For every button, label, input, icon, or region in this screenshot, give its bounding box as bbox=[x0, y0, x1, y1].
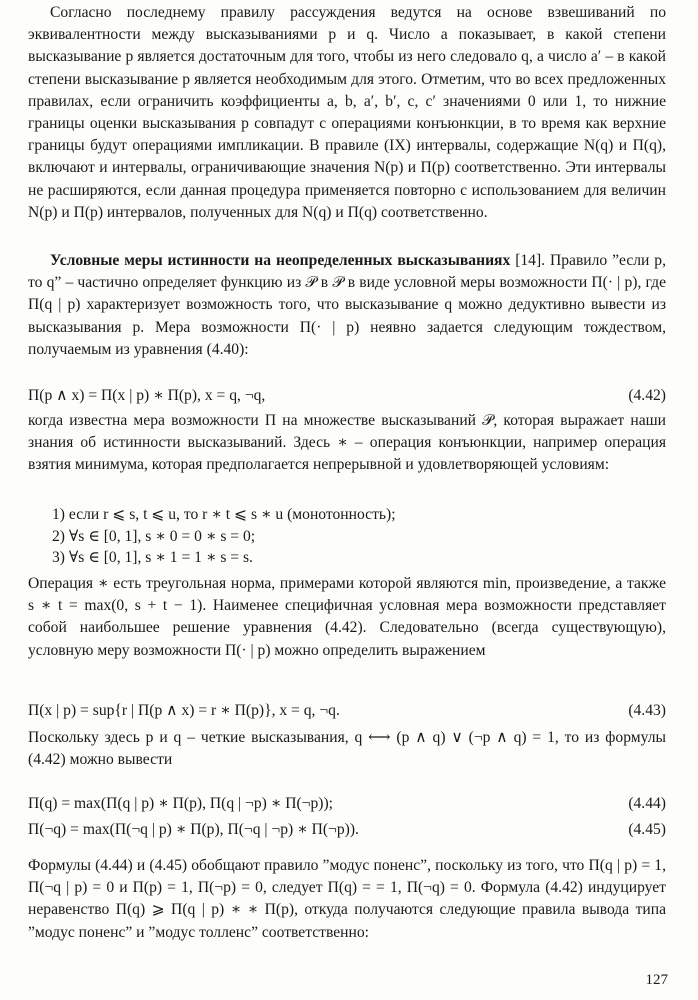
equation-4-45-number: (4.45) bbox=[628, 821, 666, 838]
equation-4-42-number: (4.42) bbox=[628, 387, 666, 404]
paragraph-4 bbox=[28, 573, 666, 662]
equation-4-43 bbox=[28, 700, 666, 722]
paragraph-4-text: Операция ∗ есть треугольная норма, примерами которой являются min, произведение, а также s ∗ t = max(0, s + t − 1). Наименее специфичная условная мера возможности представляет собой наибольшее решение уравнения (4.42). Следовательно (всегда существующую), условную меру возможности Π(· | p) можно определить выражением bbox=[28, 575, 666, 659]
equation-4-42 bbox=[28, 385, 666, 407]
condition-item: 3) ∀s ∈ [0, 1], s ∗ 1 = 1 ∗ s = s. bbox=[52, 549, 253, 567]
paragraph-2-text: [14]. Правило ”если p, то q” – частично определяет функцию из 𝒫 в 𝒫 в виде условной меры возможности Π(· | p), где Π(q | p) характеризует возможность того, что высказывание q можно дедуктивно вывести из высказывания p. Мера возможности Π(· | p) неявно задается следующим тождеством, получаемым из уравнения (4.40): bbox=[28, 252, 666, 358]
paragraph-3 bbox=[28, 410, 666, 477]
paragraph-5-text: Поскольку здесь p и q – четкие высказывания, q ⟷ (p ∧ q) ∨ (¬p ∧ q) = 1, то из формулы (4.42) можно вывести bbox=[28, 729, 666, 769]
paragraph-3-text: когда известна мера возможности Π на множестве высказываний 𝒫, которая выражает наши знания об истинности высказываний. Здесь ∗ – операция конъюнкции, например операция взятия минимума, которая предполагается непрерывной и удовлетворяющей условиям: bbox=[28, 412, 666, 474]
paragraph-6 bbox=[28, 855, 666, 944]
section-heading: Условные меры истинности на неопределенных высказываниях bbox=[50, 252, 511, 269]
equation-4-43-formula: Π(x | p) = sup{r | Π(p ∧ x) = r ∗ Π(p)}, x = q, ¬q. bbox=[28, 702, 340, 719]
equation-4-44-formula: Π(q) = max(Π(q | p) ∗ Π(p), Π(q | ¬p) ∗ Π(¬p)); bbox=[28, 795, 333, 812]
equation-4-45 bbox=[28, 819, 666, 841]
equation-4-43-number: (4.43) bbox=[628, 702, 666, 719]
condition-item: 2) ∀s ∈ [0, 1], s ∗ 0 = 0 ∗ s = 0; bbox=[52, 527, 256, 545]
equation-4-42-formula: Π(p ∧ x) = Π(x | p) ∗ Π(p), x = q, ¬q, bbox=[28, 387, 266, 404]
paragraph-2 bbox=[28, 250, 666, 361]
equation-4-44 bbox=[28, 793, 666, 815]
page-number: 127 bbox=[645, 972, 668, 988]
equation-4-45-formula: Π(¬q) = max(Π(¬q | p) ∗ Π(p), Π(¬q | ¬p) ∗ Π(¬p)). bbox=[28, 821, 359, 838]
paragraph-1-text: Согласно последнему правилу рассуждения ведутся на основе взвешиваний по эквивалентности между высказываниями p и q. Число a показывает, в какой степени высказывание p является достаточным для того, чтобы из него следовало q, а число a′ – в какой степени высказывание p является необходимым для этого. Отметим, что во всех предложенных правилах, если ограничить коэффициенты a, b, a′, b′, c, c′ значениями 0 или 1, то нижние границы оценки высказывания p совпадут с операциями конъюнкции, в то время как верхние границы будут операциями импликации. В правиле (IX) интервалы, содержащие N(q) и Π(q), включают и интервалы, ограничивающие значения N(p) и Π(p) соответственно. Эти интервалы не расширяются, если данная процедура применяется повторно с использованием для величин N(p) и Π(p) интервалов, полученных для N(q) и Π(q) соответственно. bbox=[28, 4, 666, 221]
equation-4-44-number: (4.44) bbox=[628, 795, 666, 812]
condition-item: 1) если r ⩽ s, t ⩽ u, то r ∗ t ⩽ s ∗ u (монотонность); bbox=[52, 506, 396, 523]
paragraph-1 bbox=[28, 2, 666, 224]
paragraph-6-text: Формулы (4.44) и (4.45) обобщают правило ”модус поненс”, поскольку из того, что Π(q | p) = 1, Π(¬q | p) = 0 и Π(p) = 1, Π(¬p) = 0, следует Π(q) = = 1, Π(¬q) = 0. Формула (4.42) индуцирует неравенство Π(q) ⩾ Π(q | p) ∗ ∗ Π(p), откуда получаются следующие правила вывода типа ”модус поненс” и ”модус толленс” соответственно: bbox=[28, 857, 666, 941]
conditions-list bbox=[52, 504, 652, 569]
paragraph-5 bbox=[28, 727, 666, 771]
